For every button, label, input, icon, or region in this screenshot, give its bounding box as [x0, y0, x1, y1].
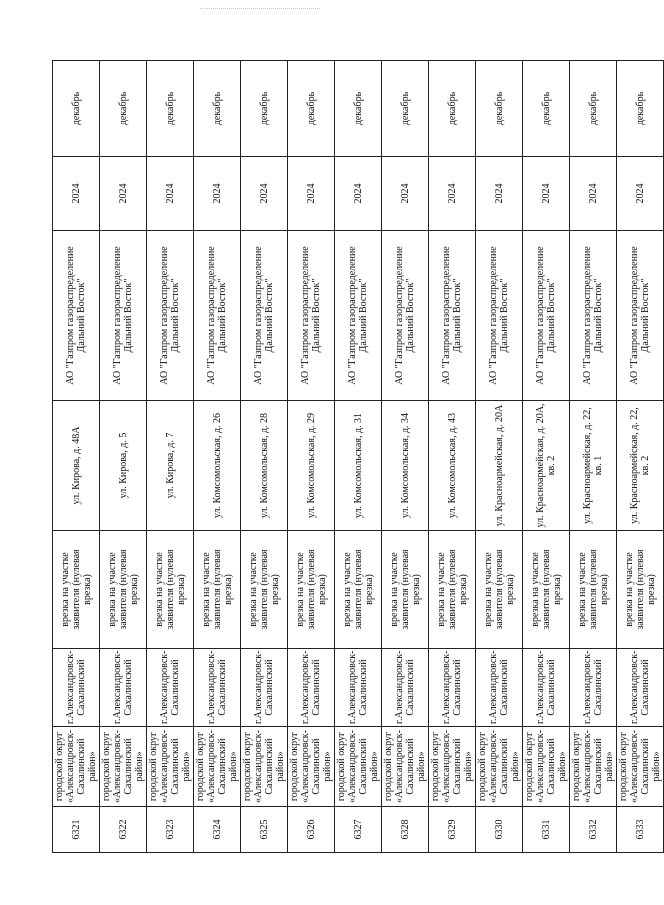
- organization-cell: АО "Газпром газораспределение Дальний Восток": [476, 231, 523, 401]
- locality-cell: г.Александровск-Сахалинский: [288, 649, 335, 727]
- work-type-cell: врезка на участке заявителя (нулевая врезка): [570, 531, 617, 649]
- work-type-cell: врезка на участке заявителя (нулевая врезка): [288, 531, 335, 649]
- work-type-cell: врезка на участке заявителя (нулевая врезка): [194, 531, 241, 649]
- organization-cell: АО "Газпром газораспределение Дальний Восток": [288, 231, 335, 401]
- organization-cell: АО "Газпром газораспределение Дальний Восток": [429, 231, 476, 401]
- address-cell: ул. Комсомольская, д. 29: [288, 401, 335, 531]
- table-row: [382, 61, 429, 853]
- month-cell: декабрь: [288, 61, 335, 157]
- row-number-cell: 6322: [100, 807, 147, 853]
- table-row: [288, 61, 335, 853]
- locality-cell: г.Александровск-Сахалинский: [523, 649, 570, 727]
- row-number-cell: 6333: [617, 807, 664, 853]
- row-number-cell: 6332: [570, 807, 617, 853]
- address-cell: ул. Кирова, д. 48А: [53, 401, 100, 531]
- address-cell: ул. Красноармейская, д. 22, кв. 2: [617, 401, 664, 531]
- work-type-cell: врезка на участке заявителя (нулевая врезка): [476, 531, 523, 649]
- work-type-cell: врезка на участке заявителя (нулевая врезка): [147, 531, 194, 649]
- locality-cell: г.Александровск-Сахалинский: [382, 649, 429, 727]
- address-cell: ул. Красноармейская, д. 20А: [476, 401, 523, 531]
- month-cell: декабрь: [570, 61, 617, 157]
- month-cell: декабрь: [335, 61, 382, 157]
- municipality-cell: городской округ «Александровск-Сахалинский район»: [523, 727, 570, 807]
- locality-cell: г.Александровск-Сахалинский: [194, 649, 241, 727]
- municipality-cell: городской округ «Александровск-Сахалинский район»: [382, 727, 429, 807]
- row-number-cell: 6329: [429, 807, 476, 853]
- table-row: [429, 61, 476, 853]
- table-row: [100, 61, 147, 853]
- municipality-cell: городской округ «Александровск-Сахалинский район»: [476, 727, 523, 807]
- year-cell: 2024: [382, 157, 429, 231]
- year-cell: 2024: [570, 157, 617, 231]
- municipality-cell: городской округ «Александровск-Сахалинский район»: [241, 727, 288, 807]
- row-number-cell: 6330: [476, 807, 523, 853]
- work-type-cell: врезка на участке заявителя (нулевая врезка): [617, 531, 664, 649]
- address-cell: ул. Кирова, д. 7: [147, 401, 194, 531]
- year-cell: 2024: [53, 157, 100, 231]
- organization-cell: АО "Газпром газораспределение Дальний Восток": [335, 231, 382, 401]
- month-cell: декабрь: [241, 61, 288, 157]
- work-type-cell: врезка на участке заявителя (нулевая врезка): [523, 531, 570, 649]
- year-cell: 2024: [100, 157, 147, 231]
- month-cell: декабрь: [617, 61, 664, 157]
- organization-cell: АО "Газпром газораспределение Дальний Восток": [617, 231, 664, 401]
- table-row: [147, 61, 194, 853]
- address-cell: ул. Комсомольская, д. 26: [194, 401, 241, 531]
- municipality-cell: городской округ «Александровск-Сахалинский район»: [100, 727, 147, 807]
- scan-artifact: [200, 8, 320, 13]
- work-type-cell: врезка на участке заявителя (нулевая врезка): [53, 531, 100, 649]
- locality-cell: г.Александровск-Сахалинский: [53, 649, 100, 727]
- row-number-cell: 6323: [147, 807, 194, 853]
- address-cell: ул. Красноармейская, д. 20А, кв. 2: [523, 401, 570, 531]
- table-row: [523, 61, 570, 853]
- table-row: [570, 61, 617, 853]
- table-row: [335, 61, 382, 853]
- table-row: [194, 61, 241, 853]
- address-cell: ул. Комсомольская, д. 34: [382, 401, 429, 531]
- address-cell: ул. Красноармейская, д. 22, кв. 1: [570, 401, 617, 531]
- work-type-cell: врезка на участке заявителя (нулевая врезка): [429, 531, 476, 649]
- address-cell: ул. Комсомольская, д. 31: [335, 401, 382, 531]
- locality-cell: г.Александровск-Сахалинский: [100, 649, 147, 727]
- municipality-cell: городской округ «Александровск-Сахалинский район»: [288, 727, 335, 807]
- gasification-schedule-table: [52, 60, 664, 853]
- municipality-cell: городской округ «Александровск-Сахалинский район»: [53, 727, 100, 807]
- address-cell: ул. Комсомольская, д. 43: [429, 401, 476, 531]
- month-cell: декабрь: [100, 61, 147, 157]
- year-cell: 2024: [523, 157, 570, 231]
- organization-cell: АО "Газпром газораспределение Дальний Восток": [570, 231, 617, 401]
- locality-cell: г.Александровск-Сахалинский: [476, 649, 523, 727]
- year-cell: 2024: [241, 157, 288, 231]
- year-cell: 2024: [617, 157, 664, 231]
- year-cell: 2024: [429, 157, 476, 231]
- address-cell: ул. Комсомольская, д. 28: [241, 401, 288, 531]
- row-number-cell: 6327: [335, 807, 382, 853]
- month-cell: декабрь: [523, 61, 570, 157]
- month-cell: декабрь: [147, 61, 194, 157]
- organization-cell: АО "Газпром газораспределение Дальний Восток": [100, 231, 147, 401]
- municipality-cell: городской округ «Александровск-Сахалинский район»: [570, 727, 617, 807]
- row-number-cell: 6324: [194, 807, 241, 853]
- municipality-cell: городской округ «Александровск-Сахалинский район»: [429, 727, 476, 807]
- organization-cell: АО "Газпром газораспределение Дальний Восток": [53, 231, 100, 401]
- month-cell: декабрь: [429, 61, 476, 157]
- month-cell: декабрь: [382, 61, 429, 157]
- address-cell: ул. Кирова, д. 5: [100, 401, 147, 531]
- month-cell: декабрь: [194, 61, 241, 157]
- organization-cell: АО "Газпром газораспределение Дальний Восток": [241, 231, 288, 401]
- table-body: [53, 61, 664, 853]
- year-cell: 2024: [288, 157, 335, 231]
- work-type-cell: врезка на участке заявителя (нулевая врезка): [382, 531, 429, 649]
- municipality-cell: городской округ «Александровск-Сахалинский район»: [147, 727, 194, 807]
- locality-cell: г.Александровск-Сахалинский: [147, 649, 194, 727]
- municipality-cell: городской округ «Александровск-Сахалинский район»: [335, 727, 382, 807]
- table-row: [53, 61, 100, 853]
- work-type-cell: врезка на участке заявителя (нулевая врезка): [241, 531, 288, 649]
- rotated-table-wrapper: [52, 61, 662, 853]
- row-number-cell: 6331: [523, 807, 570, 853]
- table-row: [476, 61, 523, 853]
- year-cell: 2024: [194, 157, 241, 231]
- work-type-cell: врезка на участке заявителя (нулевая врезка): [100, 531, 147, 649]
- locality-cell: г.Александровск-Сахалинский: [429, 649, 476, 727]
- locality-cell: г.Александровск-Сахалинский: [241, 649, 288, 727]
- table-row: [241, 61, 288, 853]
- municipality-cell: городской округ «Александровск-Сахалинский район»: [194, 727, 241, 807]
- organization-cell: АО "Газпром газораспределение Дальний Восток": [382, 231, 429, 401]
- row-number-cell: 6325: [241, 807, 288, 853]
- organization-cell: АО "Газпром газораспределение Дальний Восток": [147, 231, 194, 401]
- row-number-cell: 6326: [288, 807, 335, 853]
- organization-cell: АО "Газпром газораспределение Дальний Восток": [194, 231, 241, 401]
- locality-cell: г.Александровск-Сахалинский: [617, 649, 664, 727]
- year-cell: 2024: [147, 157, 194, 231]
- organization-cell: АО "Газпром газораспределение Дальний Восток": [523, 231, 570, 401]
- row-number-cell: 6321: [53, 807, 100, 853]
- work-type-cell: врезка на участке заявителя (нулевая врезка): [335, 531, 382, 649]
- municipality-cell: городской округ «Александровск-Сахалинский район»: [617, 727, 664, 807]
- locality-cell: г.Александровск-Сахалинский: [570, 649, 617, 727]
- locality-cell: г.Александровск-Сахалинский: [335, 649, 382, 727]
- table-row: [617, 61, 664, 853]
- month-cell: декабрь: [476, 61, 523, 157]
- month-cell: декабрь: [53, 61, 100, 157]
- year-cell: 2024: [476, 157, 523, 231]
- year-cell: 2024: [335, 157, 382, 231]
- row-number-cell: 6328: [382, 807, 429, 853]
